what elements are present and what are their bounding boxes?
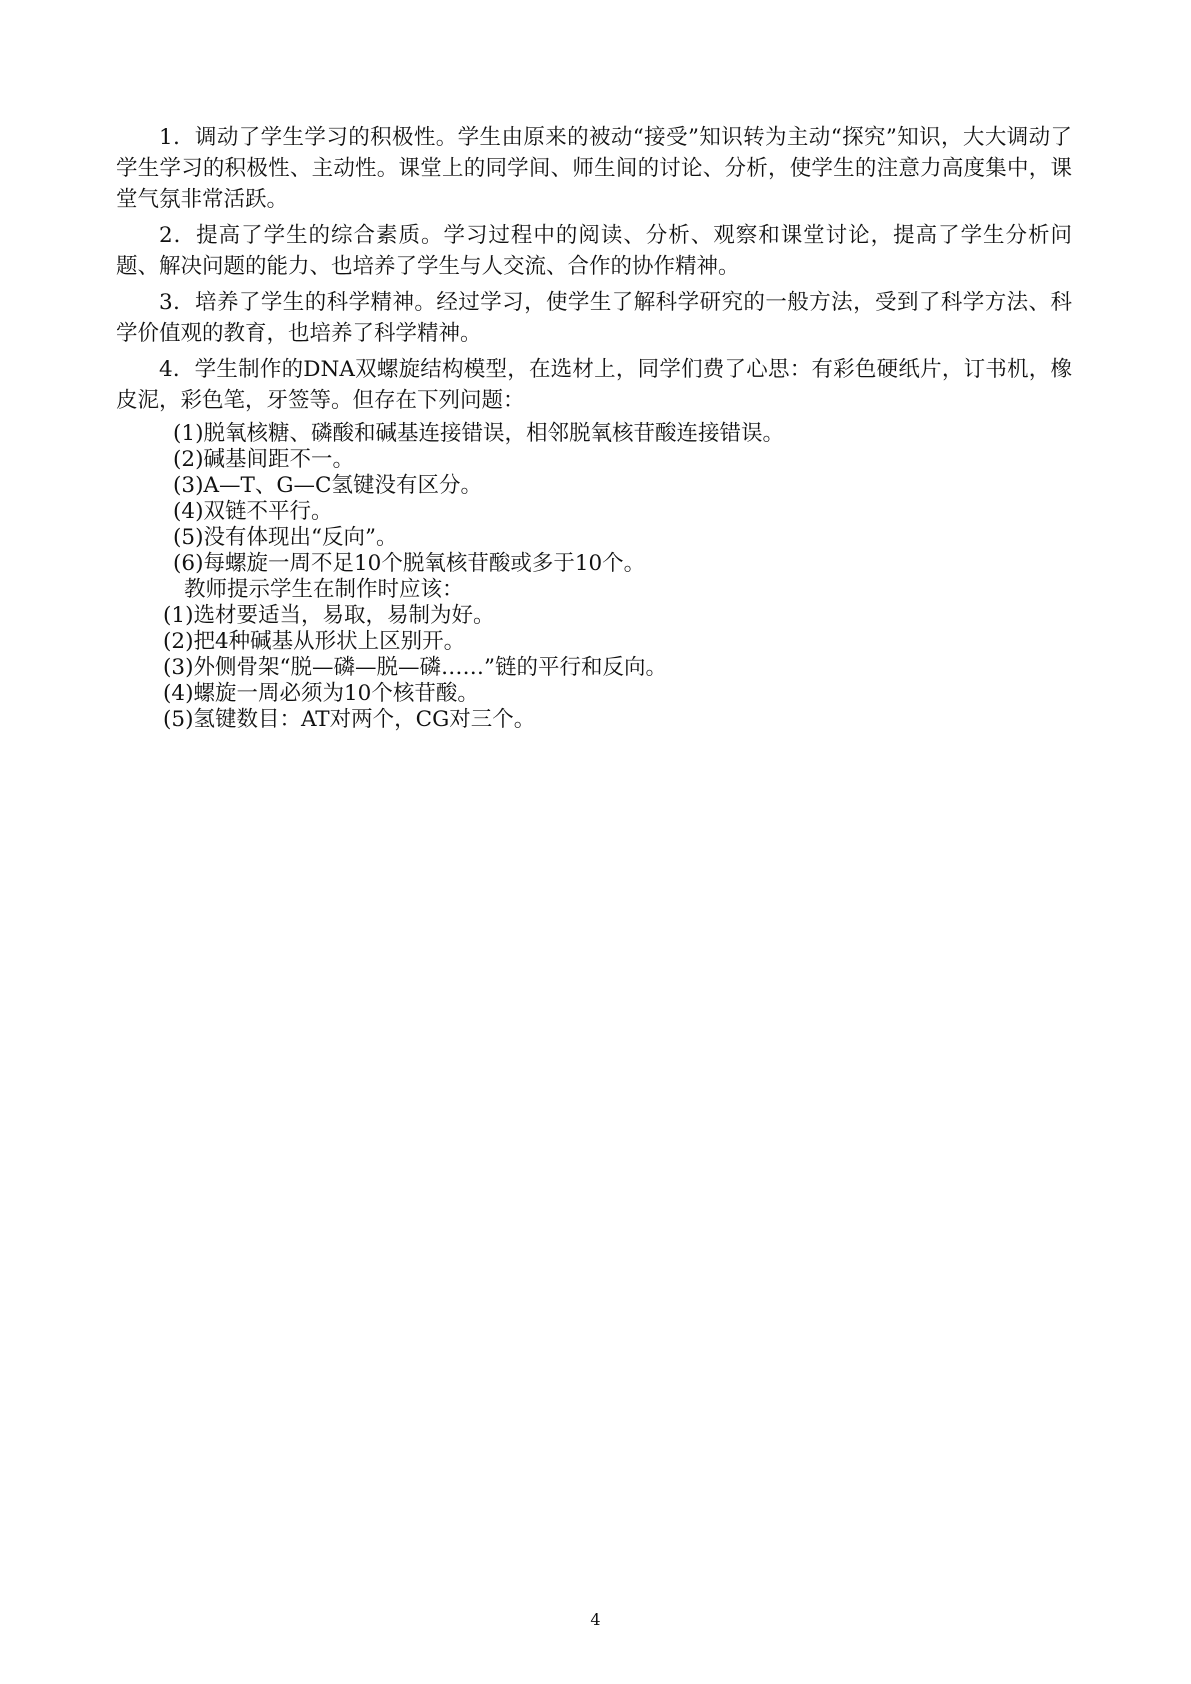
tips-list [116, 603, 1072, 733]
problem-list [116, 421, 1072, 577]
problem-item: (3)A—T、G—C氢键没有区分。 [173, 473, 482, 498]
problem-item: (6)每螺旋一周不足10个脱氧核苷酸或多于10个。 [173, 551, 646, 576]
tip-item: (5)氢键数目：AT对两个，CG对三个。 [163, 707, 536, 732]
problem-item: (4)双链不平行。 [173, 499, 333, 524]
problem-item: (1)脱氧核糖、磷酸和碱基连接错误，相邻脱氧核苷酸连接错误。 [173, 421, 784, 446]
page-number: 4 [590, 1610, 601, 1629]
tip-item: (3)外侧骨架“脱—磷—脱—磷……”链的平行和反向。 [163, 655, 667, 680]
paragraph-3: 3．培养了学生的科学精神。经过学习，使学生了解科学研究的一般方法，受到了科学方法、科学价值观的教育，也培养了科学精神。 [116, 290, 1072, 346]
tip-item: (1)选材要适当，易取，易制为好。 [163, 603, 495, 628]
tip-item: (4)螺旋一周必须为10个核苷酸。 [163, 681, 479, 706]
paragraph-2: 2．提高了学生的综合素质。学习过程中的阅读、分析、观察和课堂讨论，提高了学生分析问题、解决问题的能力、也培养了学生与人交流、合作的协作精神。 [116, 223, 1072, 279]
page-content [116, 122, 1072, 733]
problem-item: (2)碱基间距不一。 [173, 447, 354, 472]
tip-item: (2)把4种碱基从形状上区别开。 [163, 629, 466, 654]
paragraph-1: 1．调动了学生学习的积极性。学生由原来的被动“接受”知识转为主动“探究”知识，大大调动了学生学习的积极性、主动性。课堂上的同学间、师生间的讨论、分析，使学生的注意力高度集中，课堂气氛非常活跃。 [116, 125, 1072, 212]
problem-item: (5)没有体现出“反向”。 [173, 525, 398, 550]
tips-heading: 教师提示学生在制作时应该： [184, 577, 464, 602]
paragraph-4: 4．学生制作的DNA双螺旋结构模型，在选材上，同学们费了心思：有彩色硬纸片，订书机，橡皮泥，彩色笔，牙签等。但存在下列问题： [116, 357, 1072, 413]
